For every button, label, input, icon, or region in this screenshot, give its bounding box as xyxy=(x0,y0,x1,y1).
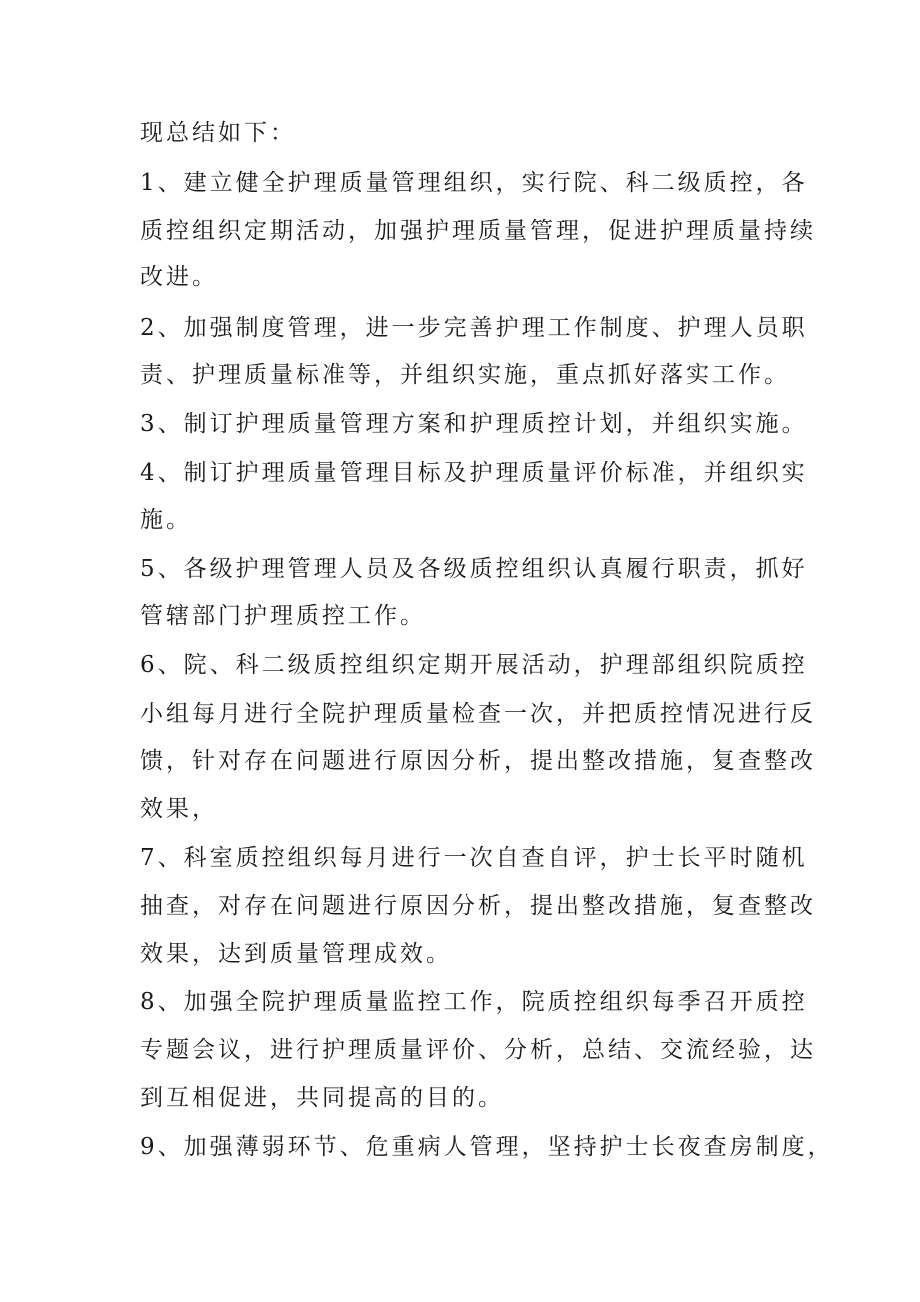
text-line: 管辖部门护理质控工作。 xyxy=(140,603,426,629)
text-line: 7、科室质控组织每月进行一次自查自评，护士长平时随机 xyxy=(140,845,808,871)
text-line: 小组每月进行全院护理质量检查一次，并把质控情况进行反 xyxy=(140,701,816,727)
text-line: 效果， xyxy=(140,796,218,822)
text-line: 质控组织定期活动，加强护理质量管理，促进护理质量持续 xyxy=(140,218,816,244)
text-line: 专题会议，进行护理质量评价、分析，总结、交流经验，达 xyxy=(140,1037,816,1063)
text-line: 施。 xyxy=(140,507,192,533)
text-line: 抽查，对存在问题进行原因分析，提出整改措施，复查整改 xyxy=(140,893,816,919)
text-line: 2、加强制度管理，进一步完善护理工作制度、护理人员职 xyxy=(140,315,808,341)
text-line: 改进。 xyxy=(140,264,218,290)
text-line: 6、院、科二级质控组织定期开展活动，护理部组织院质控 xyxy=(140,652,808,678)
text-line: 现总结如下： xyxy=(140,120,296,146)
text-line: 效果，达到质量管理成效。 xyxy=(140,941,452,967)
text-line: 4、制订护理质量管理目标及护理质量评价标准，并组织实 xyxy=(140,460,808,486)
text-line: 责、护理质量标准等，并组织实施，重点抓好落实工作。 xyxy=(140,362,790,388)
text-line: 到互相促进，共同提高的目的。 xyxy=(140,1085,504,1111)
text-line: 5、各级护理管理人员及各级质控组织认真履行职责，抓好 xyxy=(140,556,808,582)
text-line: 3、制订护理质量管理方案和护理质控计划，并组织实施。 xyxy=(140,411,808,437)
text-line: 1、建立健全护理质量管理组织，实行院、科二级质控，各 xyxy=(140,170,808,196)
text-line: 8、加强全院护理质量监控工作，院质控组织每季召开质控 xyxy=(140,989,808,1015)
text-line: 9、加强薄弱环节、危重病人管理，坚持护士长夜查房制度， xyxy=(140,1134,834,1160)
text-line: 馈，针对存在问题进行原因分析，提出整改措施，复查整改 xyxy=(140,748,816,774)
